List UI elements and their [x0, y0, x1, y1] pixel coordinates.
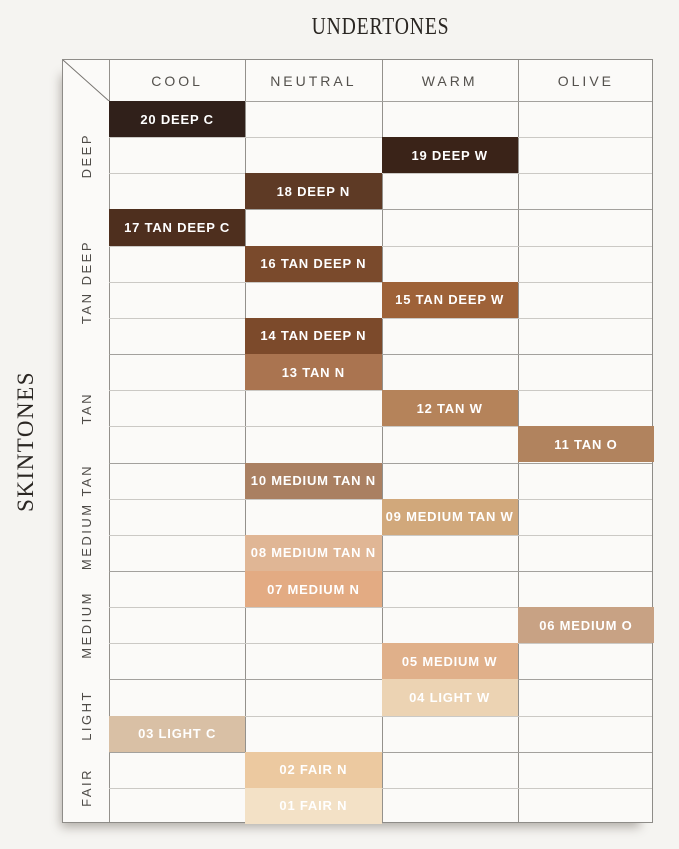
row-group-text-tan-deep: TAN DEEP: [78, 239, 94, 324]
row-group-text-medium: MEDIUM: [78, 591, 94, 660]
shade-cell-01-fair-n: 01 FAIR N: [245, 788, 381, 824]
shade-cell-19-deep-w: 19 DEEP W: [382, 137, 518, 173]
shade-cell-20-deep-c: 20 DEEP C: [109, 101, 245, 137]
row-group-label-medium: [63, 571, 109, 679]
row-group-text-fair: FAIR: [78, 768, 94, 808]
shade-cell-17-tan-deep-c: 17 TAN DEEP C: [109, 209, 245, 245]
undertones-axis-title: UNDERTONES: [311, 14, 450, 40]
shade-cell-14-tan-deep-n: 14 TAN DEEP N: [245, 318, 381, 354]
shade-cell-12-tan-w: 12 TAN W: [382, 390, 518, 426]
shade-cell-08-medium-tan-n: 08 MEDIUM TAN N: [245, 535, 381, 571]
corner-diagonal-line: [63, 60, 109, 101]
shade-cell-11-tan-o: 11 TAN O: [518, 426, 654, 462]
shade-cell-18-deep-n: 18 DEEP N: [245, 173, 381, 209]
grid-line-horizontal: [109, 679, 652, 680]
row-group-text-tan: TAN: [78, 391, 94, 425]
shade-cell-04-light-w: 04 LIGHT W: [382, 679, 518, 715]
row-group-label-tan: [63, 354, 109, 462]
grid-line-horizontal: [109, 282, 652, 283]
shade-cell-16-tan-deep-n: 16 TAN DEEP N: [245, 246, 381, 282]
column-header-warm: WARM: [421, 72, 478, 89]
row-group-text-medium-tan: MEDIUM TAN: [78, 463, 94, 570]
row-group-label-deep: [63, 101, 109, 209]
column-header-olive: OLIVE: [557, 72, 614, 89]
grid-line-vertical: [109, 60, 110, 822]
shade-matrix-table: [62, 59, 653, 823]
shade-cell-09-medium-tan-w: 09 MEDIUM TAN W: [382, 499, 518, 535]
skintones-axis-title: [6, 59, 46, 823]
shade-cell-13-tan-n: 13 TAN N: [245, 354, 381, 390]
grid-line-horizontal: [109, 499, 652, 500]
shade-cell-15-tan-deep-w: 15 TAN DEEP W: [382, 282, 518, 318]
row-group-label-fair: [63, 752, 109, 824]
shade-cell-07-medium-n: 07 MEDIUM N: [245, 571, 381, 607]
row-group-label-tan-deep: [63, 209, 109, 354]
row-group-text-deep: DEEP: [78, 132, 94, 178]
shade-cell-02-fair-n: 02 FAIR N: [245, 752, 381, 788]
grid-line-horizontal: [109, 137, 652, 138]
skintones-axis-text: SKINTONES: [13, 370, 38, 512]
row-group-label-medium-tan: [63, 463, 109, 571]
shade-cell-06-medium-o: 06 MEDIUM O: [518, 607, 654, 643]
row-group-label-light: [63, 679, 109, 751]
grid-line-horizontal: [109, 643, 652, 644]
shade-cell-10-medium-tan-n: 10 MEDIUM TAN N: [245, 463, 381, 499]
shade-cell-03-light-c: 03 LIGHT C: [109, 716, 245, 752]
column-header-neutral: NEUTRAL: [270, 72, 357, 89]
row-group-text-light: LIGHT: [78, 690, 94, 741]
grid-line-horizontal: [109, 390, 652, 391]
column-header-cool: COOL: [151, 72, 203, 89]
shade-cell-05-medium-w: 05 MEDIUM W: [382, 643, 518, 679]
